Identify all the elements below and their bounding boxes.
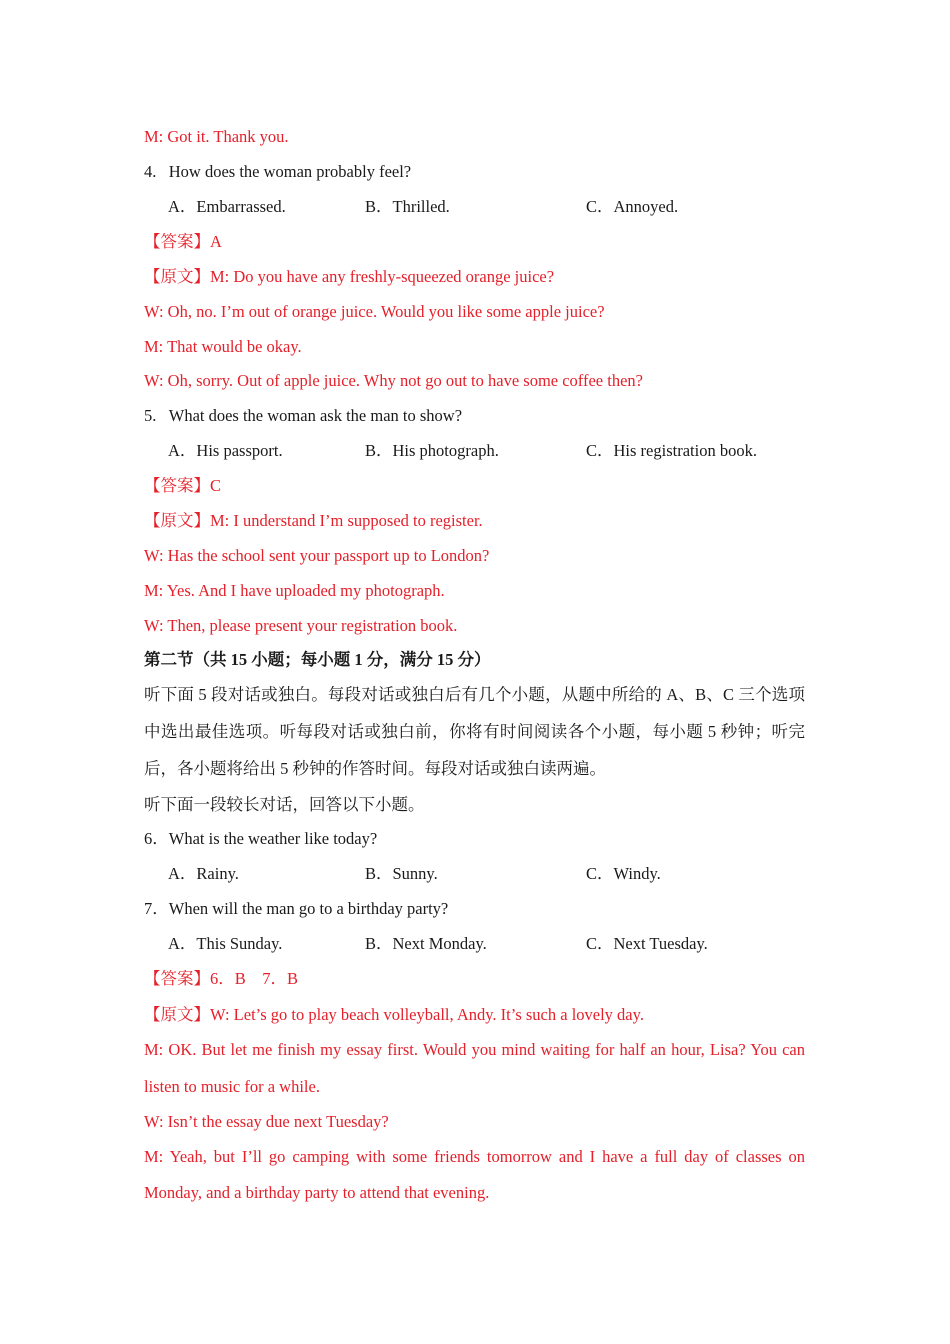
instructions-line: 中选出最佳选项。听每段对话或独白前，你将有时间阅读各个小题，每小题 5 秒钟；听完 [144, 722, 806, 741]
q67-script-line: M: Yeah, but I’ll go camping with some friends tomorrow and I have a full day of classes on [144, 1147, 805, 1166]
q5-option-c[interactable]: C．His registration book. [586, 441, 757, 460]
q67-script-line: 【原文】W: Let’s go to play beach volleyball, Andy. It’s such a lovely day. [144, 1005, 644, 1024]
q67-script-line: listen to music for a while. [144, 1077, 320, 1096]
instructions-line: 后，各小题将给出 5 秒钟的作答时间。每段对话或独白读两遍。 [144, 759, 606, 778]
q6-option-b[interactable]: B．Sunny. [365, 864, 438, 883]
q5-script-line: 【原文】M: I understand I’m supposed to register. [144, 511, 483, 530]
q4-option-a[interactable]: A．Embarrassed. [168, 197, 286, 216]
q5-script-line: W: Has the school sent your passport up to London? [144, 546, 490, 565]
q4-script-line: W: Oh, no. I’m out of orange juice. Would you like some apple juice? [144, 302, 605, 321]
q6-option-c[interactable]: C．Windy. [586, 864, 661, 883]
q67-answer: 【答案】6．B 7．B [144, 969, 299, 988]
q4-option-b[interactable]: B．Thrilled. [365, 197, 450, 216]
q5-script-line: W: Then, please present your registration book. [144, 616, 458, 635]
question-7: 7．When will the man go to a birthday party? [144, 899, 449, 918]
question-5: 5. What does the woman ask the man to show? [144, 406, 463, 425]
q67-script-line: M: OK. But let me finish my essay first. Would you mind waiting for half an hour, Lisa? You can [144, 1040, 805, 1059]
q5-answer: 【答案】C [144, 476, 222, 495]
q4-option-c[interactable]: C．Annoyed. [586, 197, 679, 216]
q7-option-b[interactable]: B．Next Monday. [365, 934, 487, 953]
q4-script-line: 【原文】M: Do you have any freshly-squeezed orange juice? [144, 267, 555, 286]
q6-option-a[interactable]: A．Rainy. [168, 864, 239, 883]
q67-script-line: W: Isn’t the essay due next Tuesday? [144, 1112, 389, 1131]
q5-option-b[interactable]: B．His photograph. [365, 441, 499, 460]
q4-script-line: M: That would be okay. [144, 337, 302, 356]
q7-option-a[interactable]: A．This Sunday. [168, 934, 283, 953]
question-4: 4. How does the woman probably feel? [144, 162, 412, 181]
dialogue-intro: 听下面一段较长对话，回答以下小题。 [144, 795, 425, 814]
section-heading: 第二节（共 15 小题；每小题 1 分，满分 15 分） [144, 650, 491, 669]
q4-answer: 【答案】A [144, 232, 222, 251]
q7-option-c[interactable]: C．Next Tuesday. [586, 934, 708, 953]
q67-script-line: Monday, and a birthday party to attend that evening. [144, 1183, 490, 1202]
instructions-line: 听下面 5 段对话或独白。每段对话或独白后有几个小题，从题中所给的 A、B、C 三个选项 [144, 685, 805, 704]
script-line: M: Got it. Thank you. [144, 127, 289, 146]
q5-script-line: M: Yes. And I have uploaded my photograph. [144, 581, 445, 600]
q5-option-a[interactable]: A．His passport. [168, 441, 283, 460]
q4-script-line: W: Oh, sorry. Out of apple juice. Why not go out to have some coffee then? [144, 371, 643, 390]
question-6: 6．What is the weather like today? [144, 829, 378, 848]
